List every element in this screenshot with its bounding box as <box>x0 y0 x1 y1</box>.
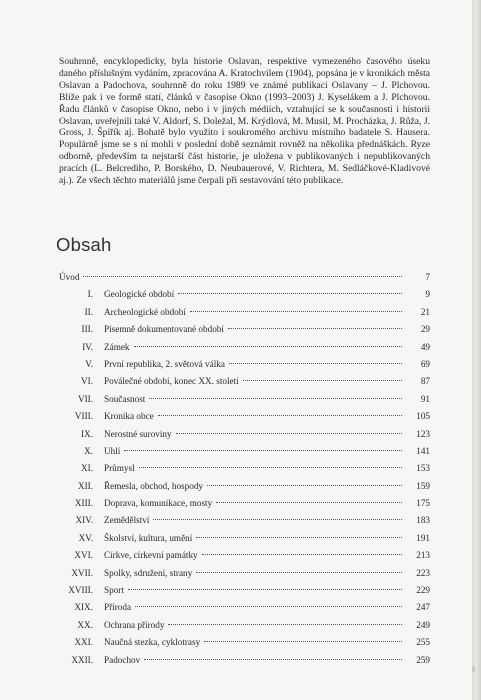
toc-entry-page: 153 <box>416 463 430 474</box>
toc-entry <box>59 565 430 582</box>
toc-entry-page: 21 <box>420 306 430 317</box>
table-of-contents <box>59 269 430 669</box>
toc-entry-number: I. <box>87 289 93 300</box>
toc-entry-page: 255 <box>416 637 430 648</box>
toc-entry-number: XVII. <box>71 567 93 578</box>
toc-leader-dots <box>144 658 402 660</box>
toc-entry <box>59 286 430 303</box>
toc-entry-page: 69 <box>420 358 430 369</box>
toc-entry-page: 191 <box>416 532 430 543</box>
toc-entry-number: XVI. <box>74 550 93 561</box>
toc-entry-page: 247 <box>416 602 430 613</box>
toc-entry-page: 141 <box>416 445 430 456</box>
toc-entry-number: XXII. <box>71 654 93 665</box>
toc-entry-page: 213 <box>416 550 430 561</box>
toc-leader-dots <box>229 362 402 364</box>
toc-entry-title: Sport <box>104 585 124 596</box>
toc-entry-page: 229 <box>416 585 430 596</box>
toc-entry-number: XII. <box>77 480 93 491</box>
toc-entry-number: VI. <box>81 376 93 387</box>
toc-entry-number: XX. <box>77 619 93 630</box>
toc-entry <box>59 652 430 669</box>
toc-heading: Obsah <box>56 234 112 255</box>
toc-entry-page: 29 <box>420 324 430 335</box>
toc-entry-number: III. <box>81 324 93 335</box>
toc-entry <box>59 599 430 616</box>
toc-entry-title: Spolky, sdružení, strany <box>104 567 193 578</box>
toc-leader-dots <box>168 623 402 625</box>
toc-entry-title: Uhlí <box>104 445 121 456</box>
toc-leader-dots <box>216 501 402 503</box>
page-mark <box>472 666 475 672</box>
toc-entry-title: Poválečné období, konec XX. století <box>104 376 239 387</box>
toc-entry-number: IV. <box>82 341 93 352</box>
toc-entry-number: XIII. <box>74 498 93 509</box>
toc-entry-page: 123 <box>416 428 430 439</box>
toc-leader-dots <box>178 292 402 294</box>
toc-entry-title: Písemně dokumentované období <box>104 324 224 335</box>
toc-entry-number: XVIII. <box>68 585 93 596</box>
toc-entry <box>59 530 430 547</box>
toc-entry-page: 259 <box>416 654 430 665</box>
toc-leader-dots <box>176 432 402 434</box>
toc-entry-title: Archeologické období <box>104 306 186 317</box>
toc-entry-page: 183 <box>416 515 430 526</box>
toc-entry-number: XV. <box>78 532 93 543</box>
toc-entry <box>59 512 430 529</box>
toc-entry-page: 91 <box>420 393 430 404</box>
toc-entry <box>59 547 430 564</box>
toc-entry-title: Příroda <box>104 602 132 613</box>
toc-entry <box>59 321 430 338</box>
toc-entry-title: Padochov <box>104 654 141 665</box>
page-edge <box>472 0 481 700</box>
toc-entry-title: Nerostné suroviny <box>104 428 172 439</box>
toc-entry-page: 9 <box>425 289 430 300</box>
toc-entry-page: 159 <box>416 480 430 491</box>
toc-entry <box>59 478 430 495</box>
toc-leader-dots <box>204 640 402 642</box>
toc-entry <box>59 408 430 425</box>
toc-entry-number: VIII. <box>74 411 93 422</box>
toc-leader-dots <box>83 275 402 277</box>
toc-entry-page: 249 <box>416 619 430 630</box>
toc-leader-dots <box>153 518 402 520</box>
toc-entry-number: II. <box>84 306 93 317</box>
toc-entry-title: Kronika obce <box>104 411 154 422</box>
toc-entry-title: Průmysl <box>104 463 135 474</box>
toc-entry-title: Naučná stezka, cyklotrasy <box>104 637 201 648</box>
toc-leader-dots <box>124 449 402 451</box>
toc-entry-page: 87 <box>420 376 430 387</box>
toc-entry-title: Zámek <box>104 341 130 352</box>
toc-entry-number: IX. <box>81 428 93 439</box>
toc-entry-number: V. <box>85 358 93 369</box>
toc-entry <box>59 356 430 373</box>
toc-entry-title: Současnost <box>104 393 146 404</box>
toc-entry <box>59 460 430 477</box>
toc-leader-dots <box>196 536 402 538</box>
toc-leader-dots <box>228 327 402 329</box>
toc-leader-dots <box>139 466 402 468</box>
toc-leader-dots <box>128 588 402 590</box>
toc-leader-dots <box>202 553 402 555</box>
toc-leader-dots <box>134 345 402 347</box>
toc-entry-page: 49 <box>420 341 430 352</box>
toc-entry <box>59 617 430 634</box>
intro-text <box>59 56 430 187</box>
toc-entry <box>59 582 430 599</box>
toc-entry <box>59 443 430 460</box>
toc-entry <box>59 391 430 408</box>
toc-leader-dots <box>158 414 402 416</box>
toc-entry <box>59 269 430 286</box>
toc-entry <box>59 339 430 356</box>
toc-entry-number: VII. <box>77 393 93 404</box>
toc-entry-page: 105 <box>416 411 430 422</box>
toc-entry <box>59 426 430 443</box>
toc-leader-dots <box>196 571 402 573</box>
toc-entry-number: XI. <box>81 463 93 474</box>
toc-leader-dots <box>243 379 402 381</box>
toc-entry-title: Ochrana přírody <box>104 619 165 630</box>
toc-entry-title: Zemědělství <box>104 515 150 526</box>
toc-entry-number: X. <box>84 445 93 456</box>
toc-entry <box>59 304 430 321</box>
toc-entry-page: 223 <box>416 567 430 578</box>
toc-entry-page: 175 <box>416 498 430 509</box>
toc-entry-number: XIV. <box>75 515 93 526</box>
toc-leader-dots <box>207 484 402 486</box>
toc-entry-title: První republika, 2. světová válka <box>104 358 225 369</box>
toc-entry-page: 7 <box>425 272 430 282</box>
toc-leader-dots <box>149 397 402 399</box>
toc-entry-title: Církve, církevní památky <box>104 550 198 561</box>
toc-entry <box>59 495 430 512</box>
toc-entry-title: Doprava, komunikace, mosty <box>104 498 213 509</box>
toc-entry-title: Řemesla, obchod, hospody <box>104 480 204 491</box>
toc-entry-title: Školství, kultura, umění <box>104 532 193 543</box>
toc-entry-number: XXI. <box>74 637 93 648</box>
toc-entry-title: Geologické období <box>104 289 175 300</box>
toc-entry-title: Úvod <box>59 272 80 282</box>
toc-leader-dots <box>190 310 402 312</box>
toc-entry <box>59 634 430 651</box>
toc-entry <box>59 373 430 390</box>
toc-leader-dots <box>135 605 402 607</box>
toc-entry-number: XIX. <box>74 602 93 613</box>
intro-paragraph: Souhrnně, encyklopedicky, byla historie Oslavan, respektive vymezeného časového úseku daného příslušným vydáním, zpracována A. Kratochvílem (1904), popsána je v kronikách města Oslavan a Padochova, souhrnně do roku 1989 ve známé publikaci Oslavany – J. Plchovou. Blíže pak i ve formě statí, článků v časopise Okno (1993–2003) J. Kyselákem a J. Plchovou. Řadu článků v časopise Okno, nebo i v jiných médiích, vztahující se k současnosti i historii Oslavan, uveřejnili také V. Aldorf, S. Doležal, M. Krýdlová, M. Musil, M. Procházka, J. Růža, J. Gross, J. Špiřík aj. Bohatě bylo využito i soukromého archivu místního badatele S. Hausera. Populárně jsme se s ní mohli v poslední době seznámit rovněž na několika přednáškách. Ryze odborně, především ta nejstarší část historie, je uložena v publikovaných i nepublikovaných pracích (L. Belcrediho, P. Borského, D. Neubauerové, V. Richtera, M. Sedláčkové-Kladivové aj.). Ze všech těchto materiálů jsme čerpali při sestavování této publikace. <box>59 56 430 187</box>
